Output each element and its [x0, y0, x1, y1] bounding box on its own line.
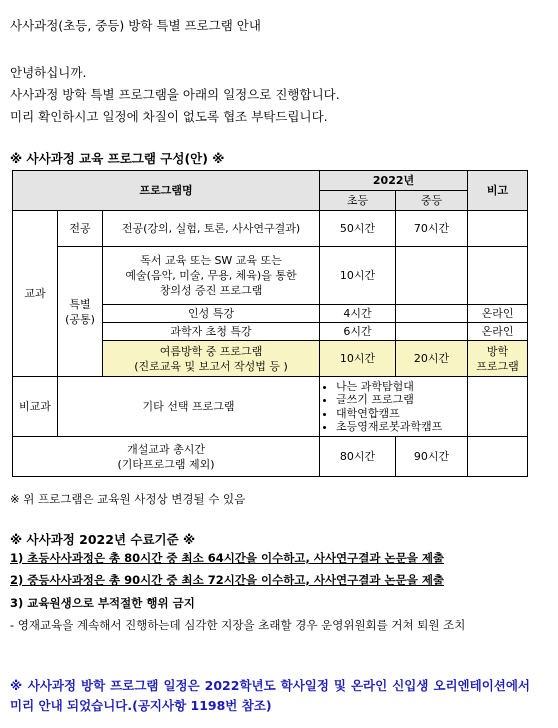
summer-note-line: 방학: [486, 344, 509, 358]
schedule-notice: ※ 사사과정 방학 프로그램 일정은 2022학년도 학사일정 및 온라인 신입생 오리엔테이션에서 미리 안내 되었습니다.(공지사항 1198번 참조): [10, 678, 530, 713]
cell-inseong-mid: [396, 305, 468, 323]
cell-jeongong-elem: 50시간: [320, 211, 396, 247]
teukbyeol-line: (공통): [65, 312, 95, 326]
cell-total-mid: 90시간: [396, 437, 468, 477]
criteria-conduct: 3) 교육원생으로 부적절한 행위 금지: [10, 596, 195, 610]
greeting-block: [10, 62, 340, 128]
list-item: • 나는 과학탐험대: [336, 380, 465, 394]
cell-total-note: [468, 437, 528, 477]
cell-gwahak: 과학자 초청 특강: [103, 323, 320, 341]
dokseo-line: 예술(음악, 미술, 무용, 체육)을 통한: [125, 269, 297, 282]
greeting-line: 안녕하십니까.: [10, 65, 87, 80]
program-table: [12, 170, 528, 477]
total-line: 개설교과 총시간: [127, 442, 205, 456]
header-program-name: 프로그램명: [13, 171, 320, 211]
cell-gwahak-elem: 6시간: [320, 323, 396, 341]
summer-line: 여름방학 중 프로그램: [159, 344, 263, 358]
cell-jeongong-desc: 전공(강의, 실험, 토론, 사사연구결과): [103, 211, 320, 247]
list-item: • 초등영재로봇과학캠프: [336, 420, 465, 434]
cell-inseong: 인성 특강: [103, 305, 320, 323]
cell-total-elem: 80시간: [320, 437, 396, 477]
cell-dokseo-note: [468, 247, 528, 305]
cell-summer: [103, 341, 320, 377]
cell-summer-note: [468, 341, 528, 377]
cell-bigyogwa: 비교과: [13, 377, 58, 437]
list-item: • 대학연합캠프: [336, 407, 465, 421]
header-middle: 중등: [396, 191, 468, 211]
cell-gwahak-mid: [396, 323, 468, 341]
cell-summer-mid: 20시간: [396, 341, 468, 377]
summer-line: (진로교육 및 보고서 작성법 등 ): [134, 359, 288, 373]
cell-dokseo: [103, 247, 320, 305]
gita-list: [324, 380, 465, 434]
criteria-conduct-detail: - 영재교육을 계속해서 진행하는데 심각한 지장을 초래할 경우 운영위원회를 거쳐 퇴원 조치: [10, 618, 466, 632]
cell-teukbyeol: [58, 247, 103, 377]
cell-gita-note: [468, 377, 528, 437]
doc-title: 사사과정(초등, 중등) 방학 특별 프로그램 안내: [10, 18, 261, 33]
cell-inseong-elem: 4시간: [320, 305, 396, 323]
total-line: (기타프로그램 제외): [117, 457, 215, 471]
cell-inseong-note: 온라인: [468, 305, 528, 323]
header-year: 2022년: [320, 171, 468, 191]
dokseo-line: 창의성 증진 프로그램: [159, 284, 263, 297]
dokseo-line: 독서 교육 또는 SW 교육 또는: [140, 254, 282, 267]
cell-gita: 기타 선택 프로그램: [58, 377, 320, 437]
summer-note-line: 프로그램: [476, 359, 519, 373]
cell-total: [13, 437, 320, 477]
list-item: • 글쓰기 프로그램: [336, 393, 465, 407]
cell-jeongong-note: [468, 211, 528, 247]
criteria-elementary: 1) 초등사사과정은 총 80시간 중 최소 64시간을 이수하고, 사사연구결과 논문을 제출: [10, 551, 445, 565]
greeting-line: 사사과정 방학 특별 프로그램을 아래의 일정으로 진행합니다.: [10, 87, 340, 102]
cell-gwahak-note: 온라인: [468, 323, 528, 341]
cell-gita-list: [320, 377, 468, 437]
cell-jeongong-mid: 70시간: [396, 211, 468, 247]
header-elementary: 초등: [320, 191, 396, 211]
greeting-line: 미리 확인하시고 일정에 차질이 없도록 협조 부탁드립니다.: [10, 109, 328, 124]
cell-gyogwa: 교과: [13, 211, 58, 377]
change-note: ※ 위 프로그램은 교육원 사정상 변경될 수 있음: [10, 492, 246, 506]
section-heading-program: ※ 사사과정 교육 프로그램 구성(안) ※: [10, 151, 225, 166]
cell-summer-elem: 10시간: [320, 341, 396, 377]
teukbyeol-line: 특별: [69, 297, 91, 311]
cell-dokseo-mid: [396, 247, 468, 305]
cell-jeongong: 전공: [58, 211, 103, 247]
cell-dokseo-elem: 10시간: [320, 247, 396, 305]
criteria-middle: 2) 중등사사과정은 총 90시간 중 최소 72시간을 이수하고, 사사연구결과 논문을 제출: [10, 573, 445, 587]
header-note: 비고: [468, 171, 528, 211]
section-heading-criteria: ※ 사사과정 2022년 수료기준 ※: [10, 532, 196, 547]
